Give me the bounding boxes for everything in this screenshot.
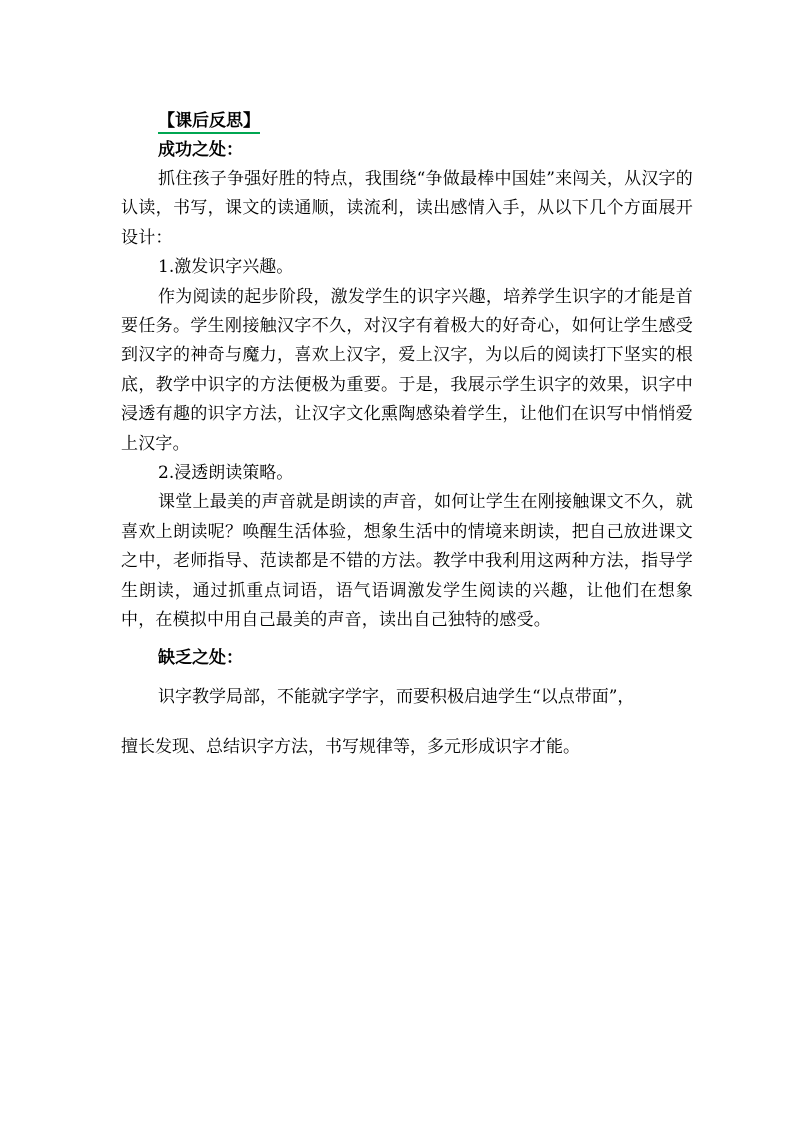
lack-heading: 缺乏之处：	[158, 647, 243, 668]
document-title: 【课后反思】	[158, 110, 260, 134]
item2-paragraph: 课堂上最美的声音就是朗读的声音，如何让学生在刚接触课文不久，就喜欢上朗读呢？唤醒生活体验，想象生活中的情境来朗读，把自己放进课文之中，老师指导、范读都是不错的方法。教学中我利用这两种方法，指导学生朗读，通过抓重点词语，语气语调激发学生阅读的兴趣，让他们在想象中，在模拟中用自己最美的声音，读出自己独特的感受。	[121, 492, 693, 631]
lack-paragraph-line1: 识字教学局部，不能就字学字，而要积极启迪学生“以点带面”，	[158, 686, 635, 707]
item1-title: 1.激发识字兴趣。	[158, 257, 294, 278]
item2-title: 2.浸透朗读策略。	[158, 463, 294, 484]
item1-paragraph: 作为阅读的起步阶段，激发学生的识字兴趣，培养学生识字的才能是首要任务。学生刚接触汉字不久，对汉字有着极大的好奇心，如何让学生感受到汉字的神奇与魔力，喜欢上汉字，爱上汉字，为以后的阅读打下坚实的根底，教学中识字的方法便极为重要。于是，我展示学生识字的效果，识字中浸透有趣的识字方法，让汉字文化熏陶感染着学生，让他们在识写中悄悄爱上汉字。	[121, 286, 693, 454]
document-page	[121, 108, 693, 762]
lack-paragraph-line2: 擅长发现、总结识字方法，书写规律等，多元形成识字才能。	[121, 736, 580, 757]
success-heading: 成功之处：	[158, 140, 243, 160]
document-title-row	[158, 108, 693, 134]
success-intro-paragraph: 抓住孩子争强好胜的特点，我围绕“争做最棒中国娃”来闯关，从汉字的认读，书写，课文的读通顺，读流利，读出感情入手，从以下几个方面展开设计：	[121, 169, 693, 248]
